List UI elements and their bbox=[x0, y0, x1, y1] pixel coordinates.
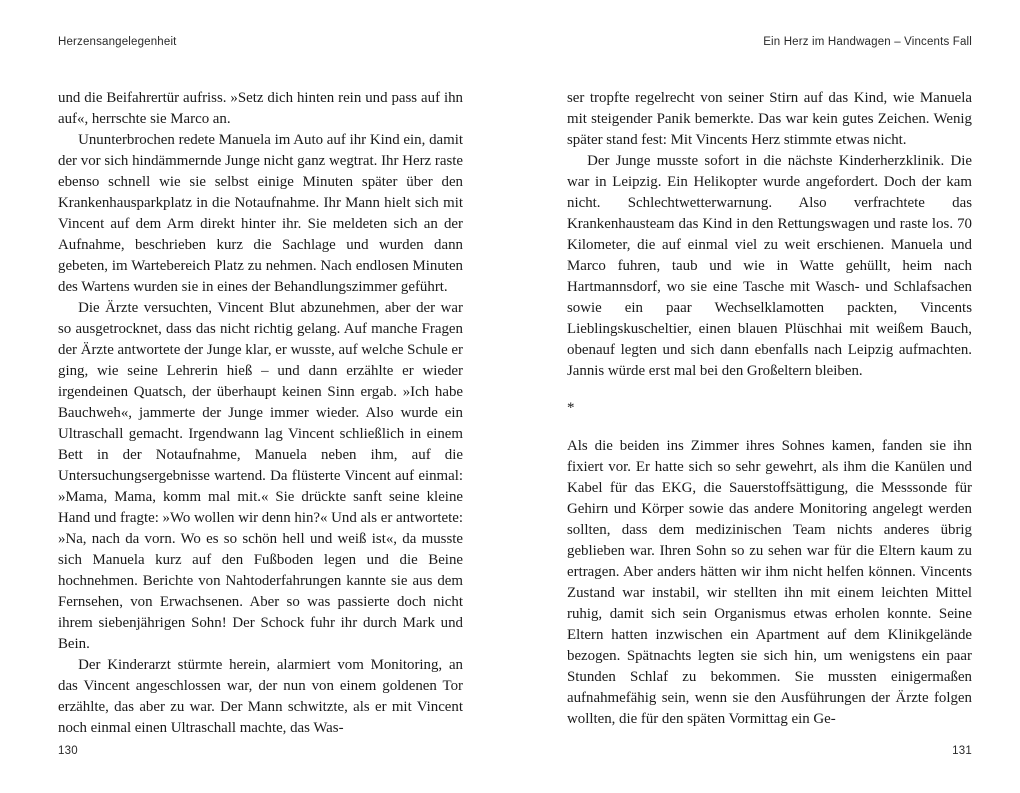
paragraph: ser tropfte regelrecht von seiner Stirn auf das Kind, wie Manuela mit steigender Panik bemerkte. Das war kein gutes Zeichen. Wenig später stand fest: Mit Vincents Herz stimmte etwas nicht. bbox=[567, 90, 972, 148]
paragraph: und die Beifahrertür aufriss. »Setz dich hinten rein und pass auf ihn auf«, herrschte sie Marco an. bbox=[58, 90, 463, 127]
paragraph: Ununterbrochen redete Manuela im Auto auf ihr Kind ein, damit der vor sich hindämmernde Junge nicht ganz wegtrat. Ihr Herz raste ebenso schnell wie sie selbst einige Minuten später über den Krankenhausparkplatz in die Notaufnahme. Ihr Mann hielt sich mit Vincent auf dem Arm direkt hinter ihr. Sie meldeten sich an der Aufnahme, beschrieben kurz die Sachlage und wurden dann gebeten, im Wartebereich Platz zu nehmen. Nach endlosen Minuten des Wartens wurden sie in eines der Behandlungszimmer geführt. bbox=[58, 132, 463, 295]
running-head-right: Ein Herz im Handwagen – Vincents Fall bbox=[763, 36, 972, 48]
page-number-right: 131 bbox=[952, 745, 972, 757]
paragraph: Als die beiden ins Zimmer ihres Sohnes kamen, fanden sie ihn fixiert vor. Er hatte sich so sehr gewehrt, als ihm die Kanülen und Kabel für das EKG, die Sauerstoffsättigung, die Messsonde für Gehirn und Körper sowie das andere Monitoring angelegt werden sollten, dass dem medizinischen Team nichts anderes übrig geblieben war. Ihren Sohn so zu sehen war für die Eltern kaum zu ertragen. Aber anders hätten wir ihm nicht helfen können. Vincents Zustand war instabil, wir stellten ihn mit einem leichten Mittel ruhig, damit sich sein Organismus etwas erholen konnte. Seine Eltern hatten inzwischen ein Apartment auf dem Klinikgelände bezogen. Spätnachts legten sie sich hin, um wenigstens ein paar Stunden Schlaf zu bekommen. Sie mussten einigermaßen aufnahmefähig sein, wenn sie den Ausführungen der Ärzte folgen wollten, die für den späten Vormittag ein Ge- bbox=[567, 438, 972, 727]
text-column-left bbox=[58, 88, 463, 739]
running-head-left: Herzensangelegenheit bbox=[58, 36, 177, 48]
paragraph: Der Junge musste sofort in die nächste Kinderherzklinik. Die war in Leipzig. Ein Helikopter wurde angefordert. Doch der kam nicht. Schlechtwetterwarnung. Also verfrachtete das Krankenhausteam das Kind in den Rettungswagen und raste los. 70 Kilometer, die auf einmal viel zu weit erschienen. Manuela und Marco fuhren, taub und wie in Watte gehüllt, heim nach Hartmannsdorf, wo sie eine Tasche mit Wasch- und Schlafsachen sowie ein paar Wechselklamotten packten, Vincents Lieblingskuscheltier, einen blauen Plüschhai mit weißem Bauch, obenauf legten und sich dann ebenfalls nach Leipzig aufmachten. Jannis würde erst mal bei den Großeltern bleiben. bbox=[567, 153, 972, 379]
paragraph: Der Kinderarzt stürmte herein, alarmiert vom Monitoring, an das Vincent angeschlossen war, der nun von einem goldenen Tor erzählte, das aber zu war. Der Mann schwitzte, als er mit Vincent noch einmal einen Ultraschall machte, das Was- bbox=[58, 657, 463, 736]
page-number-left: 130 bbox=[58, 745, 78, 757]
paragraph: Die Ärzte versuchten, Vincent Blut abzunehmen, aber der war so ausgetrocknet, dass das nicht richtig gelang. Auf manche Fragen der Ärzte antwortete der Junge klar, er wusste, auf welche Schule er ging, wie seine Lehrerin hieß – und dann erzählte er wieder irgendeinen Quatsch, der überhaupt keinen Sinn ergab. »Ich habe Bauchweh«, jammerte der Junge immer wieder. Also wurde ein Ultraschall gemacht. Irgendwann lag Vincent schließlich in einem Bett in der Notaufnahme, Manuela neben ihm, auf die Untersuchungsergebnisse wartend. Da flüsterte Vincent auf einmal: »Mama, Mama, komm mal mit.« Sie drückte sanft seine kleine Hand und fragte: »Wo wollen wir denn hin?« Und als er antwortete: »Na, nach da vorn. Wo es so schön hell und weiß ist«, da musste sich Manuela kurz auf den Fußboden legen und die Beine hochnehmen. Berichte von Nahtoderfahrungen kannte sie aus dem Fernsehen, von Erwachsenen. Aber so was passierte doch nicht ihrem siebenjährigen Sohn! Der Schock fuhr ihr durch Mark und Bein. bbox=[58, 300, 463, 652]
text-column-right bbox=[567, 88, 972, 730]
section-divider: * bbox=[567, 400, 575, 416]
